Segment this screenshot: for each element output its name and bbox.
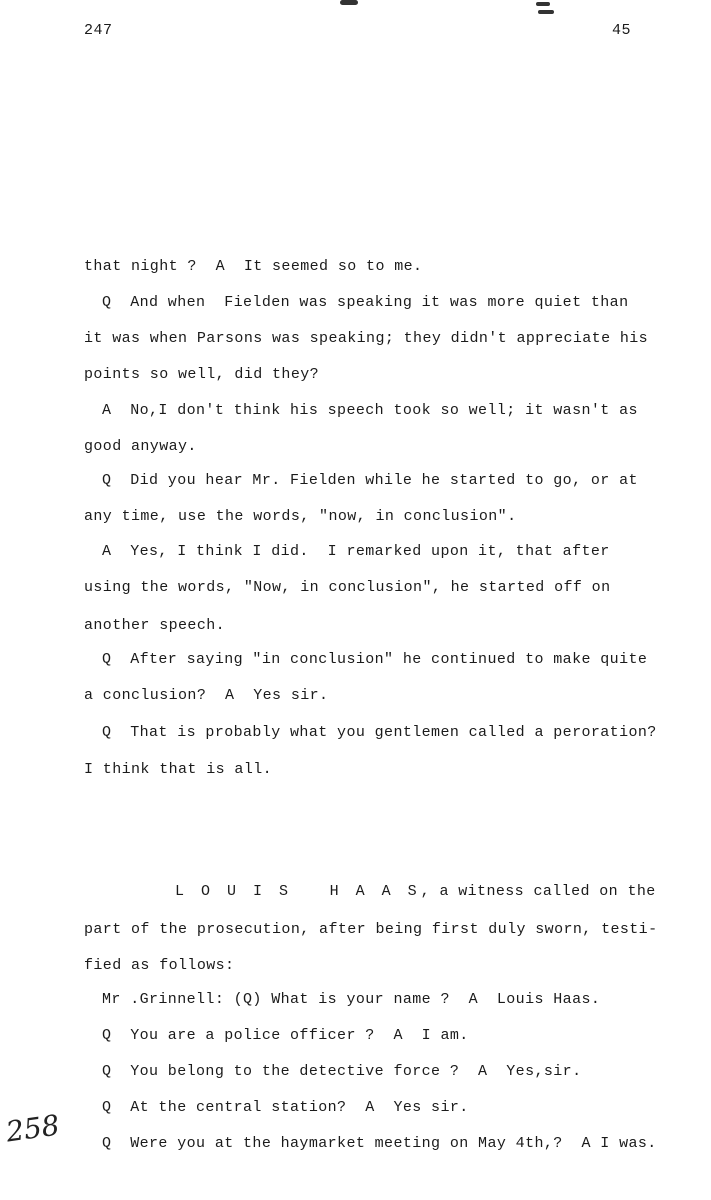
exam-line-5: Q Were you at the haymarket meeting on May 4th,? A I was. (102, 1135, 657, 1152)
body-line-7: Q Did you hear Mr. Fielden while he started to go, or at (102, 472, 638, 489)
body-line-3: it was when Parsons was speaking; they didn't appreciate his (84, 330, 649, 347)
witness-first-name: L O U I S (175, 883, 293, 900)
body-line-10: using the words, "Now, in conclusion", he started off on (84, 579, 611, 596)
body-line-4: points so well, did they? (84, 366, 320, 383)
ink-mark-top-1 (340, 0, 358, 5)
handwritten-margin-number: 258 (3, 1108, 62, 1149)
ink-mark-top-2 (536, 2, 550, 6)
body-line-15: I think that is all. (84, 761, 273, 778)
body-line-6: good anyway. (84, 438, 197, 455)
body-line-1: that night ? A It seemed so to me. (84, 258, 423, 275)
body-line-8: any time, use the words, "now, in conclusion". (84, 508, 517, 525)
witness-intro-line-3: fied as follows: (84, 957, 235, 974)
body-line-2: Q And when Fielden was speaking it was more quiet than (102, 294, 629, 311)
body-line-13: a conclusion? A Yes sir. (84, 687, 329, 704)
witness-last-name: H A A S (329, 883, 421, 900)
witness-intro-text: , a witness called on the (420, 883, 656, 900)
body-line-12: Q After saying "in conclusion" he continued to make quite (102, 651, 648, 668)
ink-mark-top-3 (538, 10, 554, 14)
body-line-5: A No,I don't think his speech took so well; it wasn't as (102, 402, 638, 419)
body-line-11: another speech. (84, 617, 226, 634)
witness-intro-line (175, 883, 656, 900)
body-line-9: A Yes, I think I did. I remarked upon it, that after (102, 543, 610, 560)
exam-line-4: Q At the central station? A Yes sir. (102, 1099, 469, 1116)
witness-intro-line-2: part of the prosecution, after being first duly sworn, testi- (84, 921, 658, 938)
page-number-right: 45 (612, 22, 632, 39)
page-number-left: 247 (84, 22, 113, 39)
exam-line-3: Q You belong to the detective force ? A Yes,sir. (102, 1063, 582, 1080)
exam-line-1: Mr .Grinnell: (Q) What is your name ? A Louis Haas. (102, 991, 601, 1008)
body-line-14: Q That is probably what you gentlemen called a peroration? (102, 724, 657, 741)
exam-line-2: Q You are a police officer ? A I am. (102, 1027, 469, 1044)
